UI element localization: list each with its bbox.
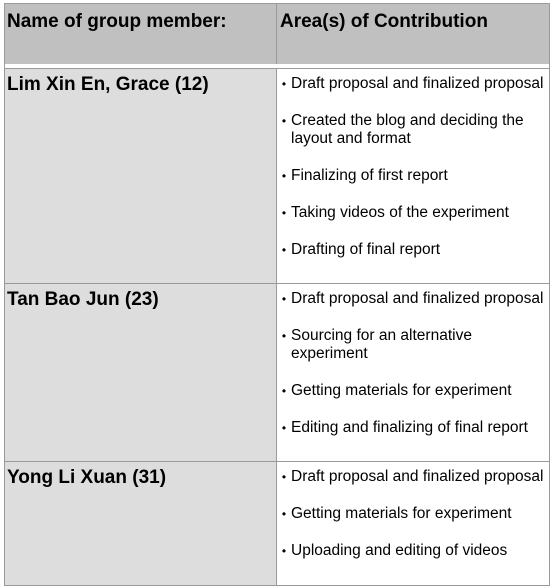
bullet-icon: • bbox=[281, 329, 287, 343]
header-contribution-cell: Area(s) of Contribution bbox=[280, 11, 488, 32]
bullet-icon: • bbox=[281, 470, 287, 484]
bullet-icon: • bbox=[281, 206, 287, 220]
contribution-list bbox=[277, 290, 545, 437]
bullet-icon: • bbox=[281, 114, 287, 128]
contribution-text: Draft proposal and finalized proposal bbox=[291, 290, 544, 307]
bullet-icon: • bbox=[281, 169, 287, 183]
list-item bbox=[277, 468, 545, 486]
bullet-icon: • bbox=[281, 77, 287, 91]
contribution-text: Draft proposal and finalized proposal bbox=[291, 75, 544, 92]
table-row bbox=[5, 283, 549, 461]
contribution-text: Drafting of final report bbox=[291, 241, 441, 258]
contribution-text: Taking videos of the experiment bbox=[291, 204, 509, 221]
contribution-text: Getting materials for experiment bbox=[291, 505, 512, 522]
member-name: Lim Xin En, Grace (12) bbox=[5, 69, 277, 283]
contribution-text: Sourcing for an alternative experiment bbox=[291, 327, 472, 362]
contribution-cell bbox=[277, 69, 549, 283]
contribution-cell bbox=[277, 284, 549, 461]
contribution-list bbox=[277, 468, 545, 560]
list-item bbox=[277, 167, 545, 185]
bullet-icon: • bbox=[281, 384, 287, 398]
table-header-row bbox=[5, 4, 549, 64]
contribution-text: Uploading and editing of videos bbox=[291, 542, 508, 559]
bullet-icon: • bbox=[281, 292, 287, 306]
contribution-text: Finalizing of first report bbox=[291, 167, 448, 184]
list-item bbox=[277, 542, 545, 560]
contribution-text: Created the blog and deciding the layout and format bbox=[291, 112, 524, 147]
contribution-text: Editing and finalizing of final report bbox=[291, 419, 528, 436]
contribution-text: Draft proposal and finalized proposal bbox=[291, 468, 544, 485]
list-item bbox=[277, 419, 545, 437]
list-item bbox=[277, 204, 545, 222]
contribution-list bbox=[277, 75, 545, 259]
list-item bbox=[277, 505, 545, 523]
list-item bbox=[277, 241, 545, 259]
table-row bbox=[5, 461, 549, 585]
contribution-text: Getting materials for experiment bbox=[291, 382, 512, 399]
member-name: Yong Li Xuan (31) bbox=[5, 462, 277, 585]
member-name: Tan Bao Jun (23) bbox=[5, 284, 277, 461]
bullet-icon: • bbox=[281, 544, 287, 558]
header-name-cell: Name of group member: bbox=[5, 4, 277, 64]
bullet-icon: • bbox=[281, 243, 287, 257]
bullet-icon: • bbox=[281, 507, 287, 521]
list-item bbox=[277, 75, 545, 93]
contribution-cell bbox=[277, 462, 549, 585]
list-item bbox=[277, 112, 545, 148]
table-row bbox=[5, 68, 549, 283]
list-item bbox=[277, 382, 545, 400]
bullet-icon: • bbox=[281, 421, 287, 435]
contribution-table bbox=[4, 3, 550, 586]
list-item bbox=[277, 327, 545, 363]
list-item bbox=[277, 290, 545, 308]
